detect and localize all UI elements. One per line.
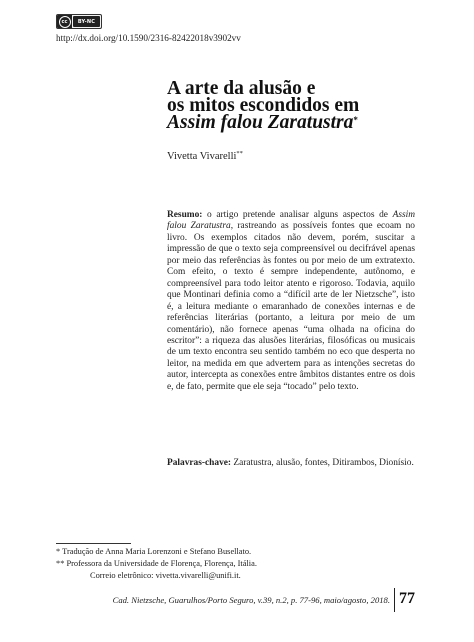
title-line-2: os mitos escondidos em — [167, 95, 360, 116]
title-line-1: A arte da alusão e — [167, 78, 316, 99]
author-name: Vivetta Vivarelli** — [167, 150, 243, 162]
running-footer: Cad. Nietzsche, Guarulhos/Porto Seguro, v.39, n.2, p. 77-96, maio/agosto, 2018. — [112, 595, 390, 605]
abstract: Resumo: o artigo pretende analisar alguns aspectos de Assim falou Zaratustra, rastreando as possíveis fontes que ecoam no livro. Os exemplos citados não devem, porém, suscitar a impressão de que o texto seja compreensível ou decifrável apenas por meio das referências às fontes ou por meio de um extratexto. Com efeito, o texto é sempre independente, autônomo, e compreensível para todo leitor atento e rigoroso. Todavia, aquilo que Montinari definia como a “difícil arte de ler Nietzsche”, isto é, a leitura mediante o emaranhado de conexões internas e de referências literárias (portanto, a leitura por meio de um comentário), não fornece apenas “uma olhada na oficina do escritor”: a riqueza das alusões literárias, filosóficas ou musicais de um texto encontra seu sentido também no eco que desperta no leitor, na medida em que advertem para as intenções secretas do autor, intercepta as conexões entre âmbitos distantes entre os dois e, de fato, permite que ele seja “tocado” pelo texto. — [167, 210, 415, 392]
title-line-3: Assim falou Zaratustra* — [167, 112, 358, 133]
footnote-email: Correio eletrônico: vivetta.vivarelli@unifi.it. — [90, 571, 241, 580]
footnote-divider — [56, 543, 131, 544]
footnote-translation: * Tradução de Anna Maria Lorenzoni e Stefano Busellato. — [56, 547, 252, 556]
license-terms: BY-NC — [73, 16, 100, 27]
abstract-label: Resumo: — [167, 210, 203, 220]
creative-commons-icon: cc — [57, 15, 72, 28]
page-number: 77 — [399, 590, 415, 607]
keywords: Palavras-chave: Zaratustra, alusão, fontes, Ditirambos, Dionísio. — [167, 458, 414, 468]
page-number-divider — [394, 588, 395, 612]
footnote-affiliation: ** Professora da Universidade de Florença, Florença, Itália. — [56, 559, 257, 568]
abstract-work-title: Assim falou Zaratustra — [167, 210, 415, 232]
title-footnote-marker: * — [353, 115, 358, 125]
doi-link[interactable]: http://dx.doi.org/10.1590/2316-82422018v3902vv — [56, 33, 241, 43]
keywords-label: Palavras-chave: — [167, 458, 232, 468]
license-badge — [56, 14, 102, 29]
author-footnote-marker: ** — [236, 150, 243, 157]
article-title — [167, 80, 437, 131]
